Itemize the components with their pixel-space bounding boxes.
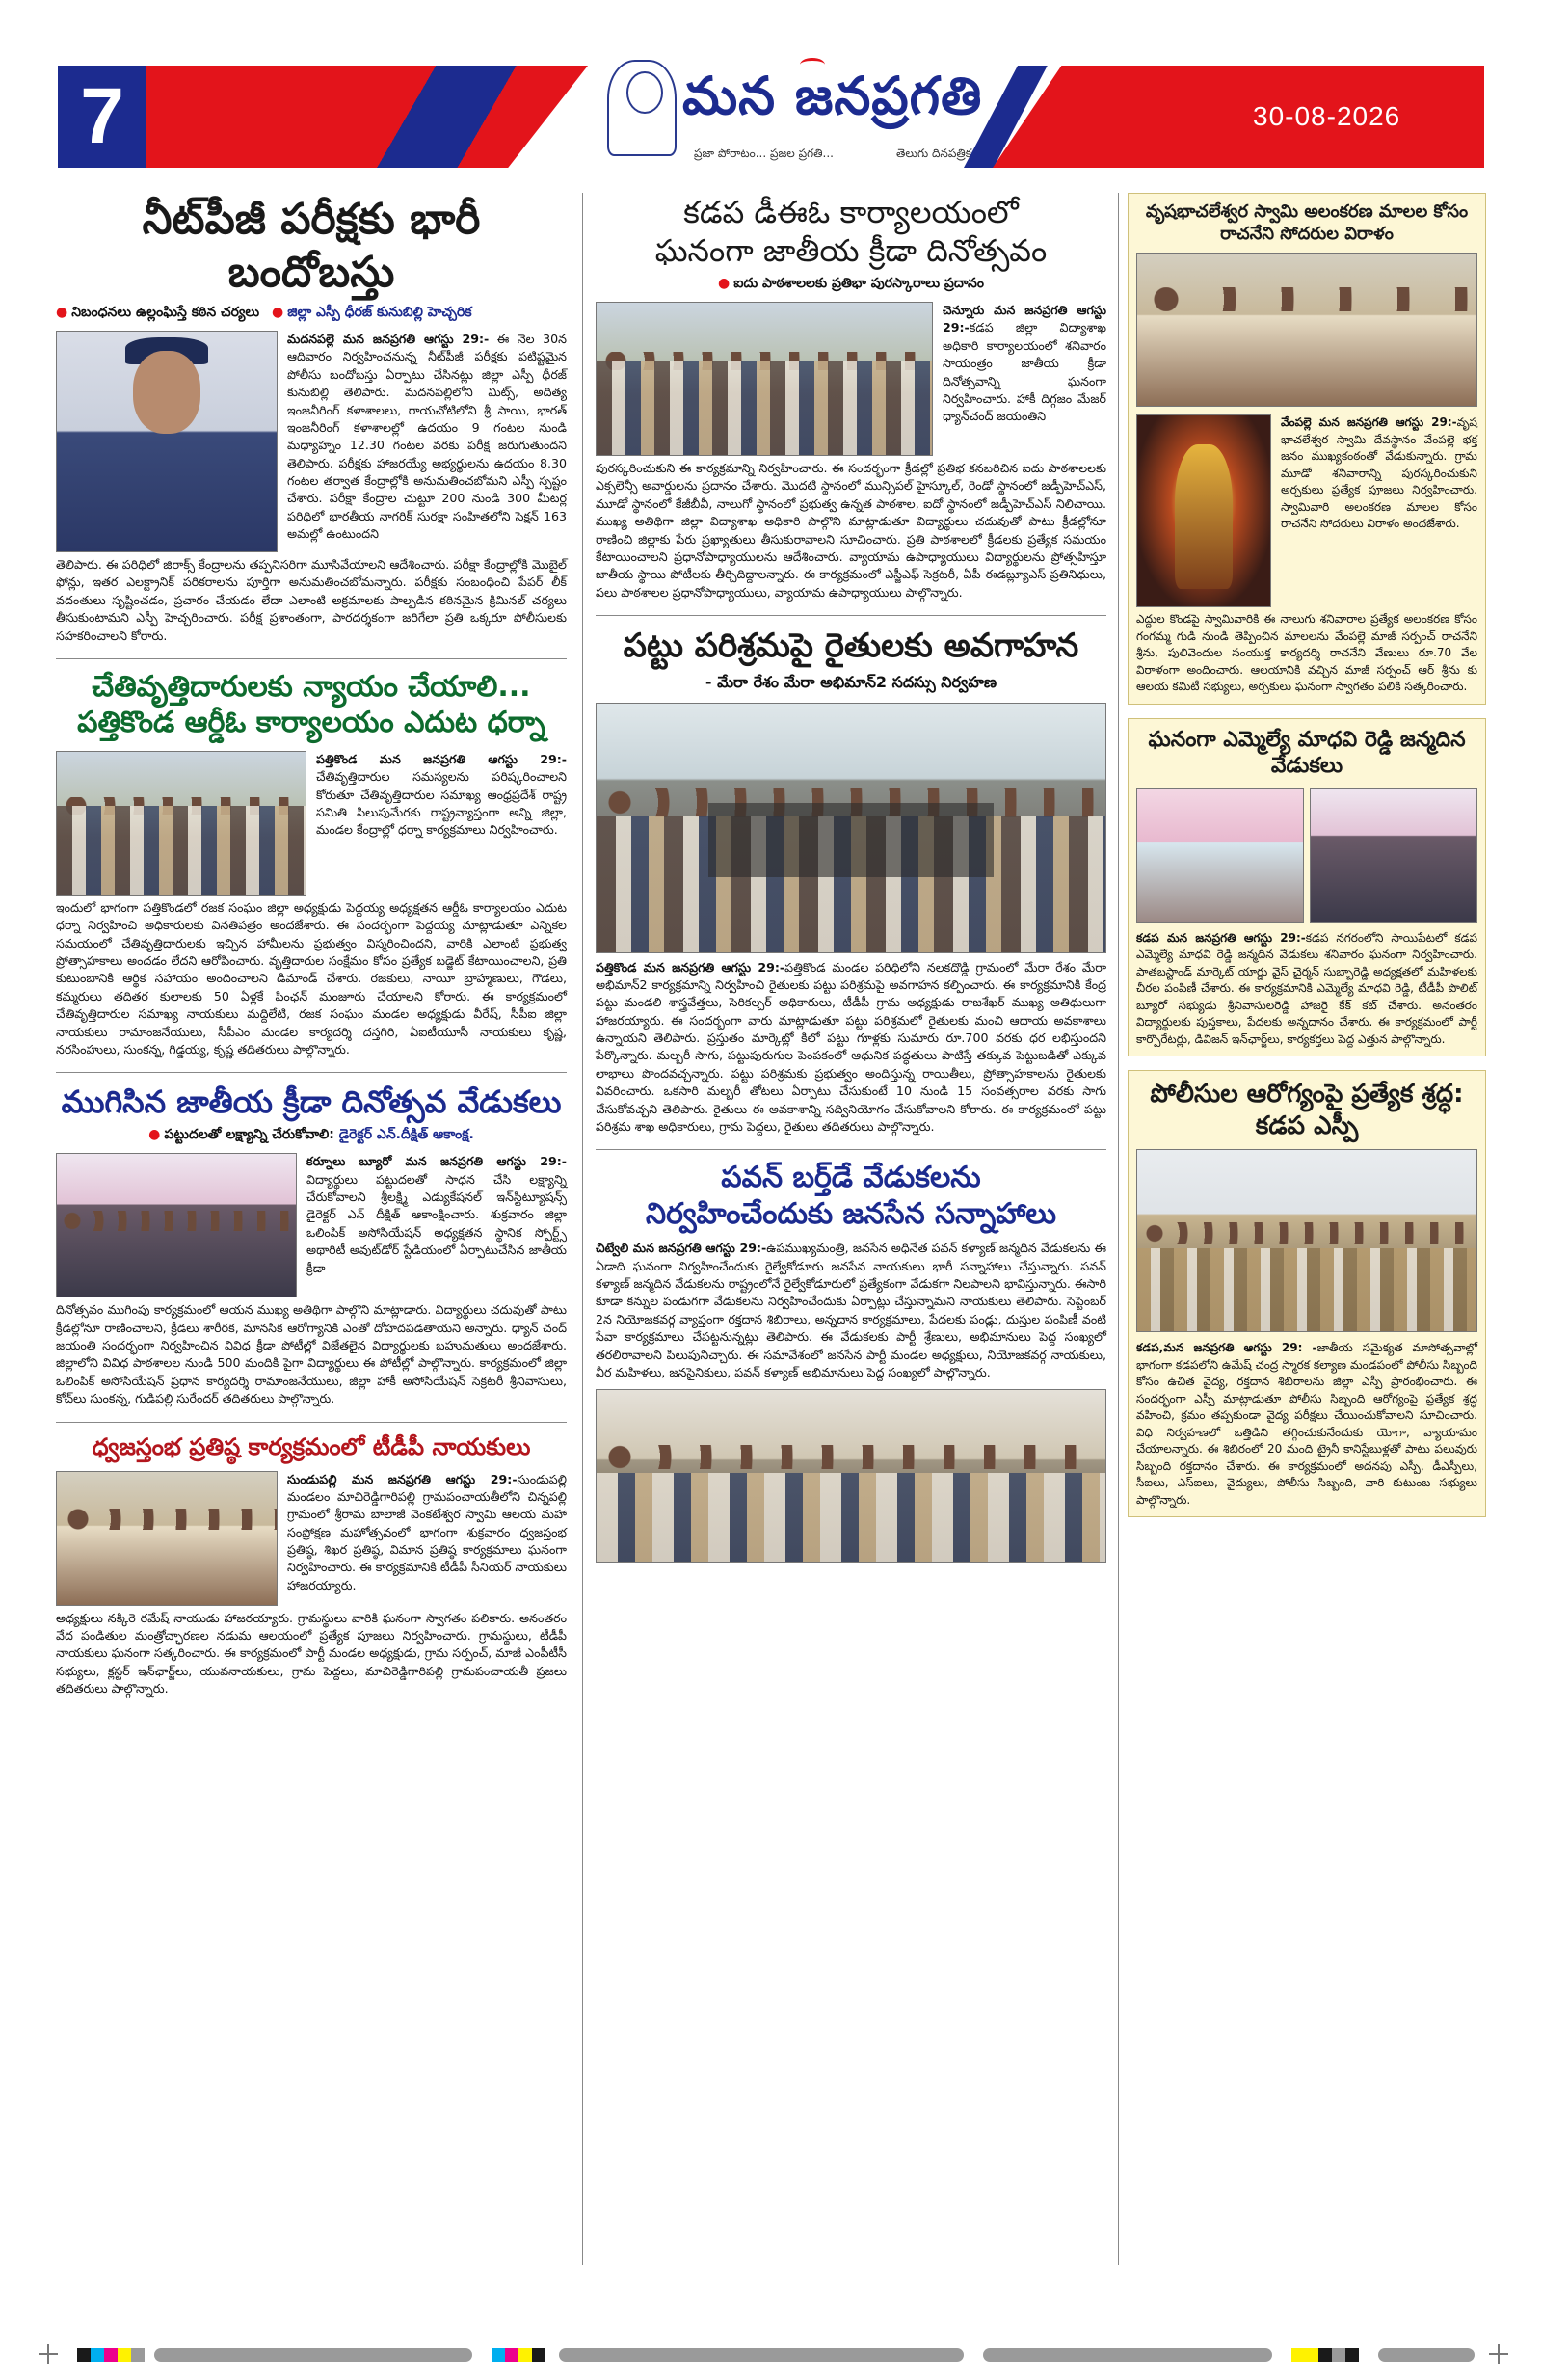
headline: పోలీసుల ఆరోగ్యంపై ప్రత్యేక శ్రద్ధ: కడప ఎస్పీ [1150,1080,1464,1140]
photo-silk-awareness [596,703,1106,953]
photo-sp-officer [56,331,278,552]
article-body-continued: పురస్కరించుకుని ఈ కార్యక్రమాన్ని నిర్వహించారు. ఈ సందర్భంగా క్రీడల్లో ప్రతిభ కనబరిచిన ఐదు పాఠశాలలకు ఎక్సలెన్సీ అవార్డులను ప్రదానం చేశారు. మొదటి స్థానంలో మున్సిపల్ హైస్కూల్, రెండో స్థానంలో జడ్పీహెచ్‌ఎస్, మూడో స్థానంలో కేజీబీవీ, నాలుగో స్థానంలో ప్రభుత్వ ఉన్నత పాఠశాల, ఐదో స్థానంలో జడ్పీహెచ్‌ఎస్ నిలిచాయి. ముఖ్య అతిథిగా జిల్లా విద్యాశాఖ అధికారి పాల్గొని మాట్లాడుతూ విద్యార్థులు చదువుతో పాటు క్రీడల్లోనూ రాణించి జిల్లాకు పేరు ప్రఖ్యాతులు తీసుకురావాలని సూచించారు. ప్రతి పాఠశాలలో క్రీడలకు ప్రత్యేక సమయం కేటాయించాలని ప్రధానోపాధ్యాయులను ఆదేశించారు. వ్యాయామ ఉపాధ్యాయులు విద్యార్థులను ప్రోత్సహిస్తూ జాతీయ స్థాయి పోటీలకు తీర్చిదిద్దాలన్నారు. ఈ కార్యక్రమంలో ఎస్జీఎఫ్ సెక్రటరీ, ఏపీ ఈడబ్ల్యూఎస్ ప్రతినిధులు, పలు పాఠశాలల ప్రధానోపాధ్యాయులు, వ్యాయామ ఉపాధ్యాయులు పాల్గొన్నారు. [596,461,1106,600]
portrait-icon [607,60,677,156]
photo-row [1136,788,1477,923]
color-bar [77,2348,145,2362]
photo-awards [596,302,933,456]
headline: చేతివృత్తిదారులకు న్యాయం చేయాలి... [92,669,531,704]
color-bar [1291,2348,1359,2362]
article-sports-day-kurnool [56,1083,567,1407]
photo-ceremony [56,1471,278,1606]
article-janasena-celebrations [596,1160,1106,1563]
masthead [0,0,1542,183]
article-deo-sports-day [596,193,1106,602]
photo-deity [1136,414,1271,607]
divider [56,658,567,659]
article-police-health [1128,1070,1486,1517]
masthead-red-band-right [993,66,1484,168]
divider [56,1072,567,1073]
crosshair-icon [1489,2344,1508,2364]
bullet-icon: ● [718,276,731,291]
article-body-continued: ఎద్దుల కొండపై స్వామివారికి ఈ నాలుగు శనివారాల ప్రత్యేక అలంకరణ కోసం గంగమ్మ గుడి నుండి తెప్పించిన మాలలను వేంపల్లె మాజీ సర్పంచ్ రాచనేని శ్రీను, పులివెందుల సంయుక్త కార్యదర్శి రాచనేని వేణులు రూ.70 వేల విరాళంగా అందించారు. ఆలయానికి వచ్చిన మాజీ సర్పంచ్ ఆర్ శ్రీను కు ఆలయ కమిటీ సభ్యులు, అర్చకులు ఘనంగా స్వాగతం పలికి సత్కరించారు. [1136,612,1477,694]
headline: ఘనంగా జాతీయ క్రీడా దినోత్సవం [654,232,1048,269]
headline: పత్తికొండ ఆర్డీఓ కార్యాలయం ఎదుట ధర్నా [77,706,545,740]
gray-bar [983,2348,1272,2362]
print-registration-bar [0,2340,1542,2369]
column-divider [1118,193,1119,2265]
gray-bar [1378,2348,1475,2362]
photo-dharna [56,751,306,896]
article-silk-farming [596,626,1106,1136]
article-body: సుండుపల్లి మన జనప్రగతి ఆగస్టు 29:-సుండుపల్లి మండలం మాచిరెడ్డిగారిపల్లి గ్రామపంచాయతీలోని చిన్నపల్లి గ్రామంలో శ్రీరామ బాలాజీ వెంకటేశ్వర స్వామి ఆలయ మహా సంప్రోక్షణ మహోత్సవంలో భాగంగా శుక్రవారం ధ్వజస్తంభ ప్రతిష్ఠ, శిఖర ప్రతిష్ఠ, విమాన ప్రతిష్ఠ కార్యక్రమాలు ఘనంగా నిర్వహించారు. ఈ కార్యక్రమానికి టీడీపీ సీనియర్ నాయకులు హాజరయ్యారు. [287,1471,567,1592]
brand-tagline: ప్రజా పోరాటం... ప్రజల ప్రగతి... [694,147,834,160]
photo-janasena-meeting [596,1389,1106,1563]
photo-sports-event [56,1153,297,1297]
subhead: ● పట్టుదలతో లక్ష్యాన్ని చేరుకోవాలి: డైరెక్టర్ ఎన్.దీక్షిత్ ఆకాంక్ష. [148,1127,474,1143]
article-body: మదనపల్లె మన జనప్రగతి ఆగస్టు 29:- ఈ నెల 30న ఆదివారం నిర్వహించనున్న నీట్‌పీజీ పరీక్షకు పటిష్టమైన పోలీసు బందోబస్తు ఏర్పాటు చేసినట్లు జిల్లా ఎస్పీ ధీరజ్ కునుబిల్లి తెలిపారు. మదనపల్లిలోని మిట్స్, అదిత్య ఇంజనీరింగ్ కళాశాలలు, రాయచోటిలోని శ్రీ సాయి, భారత్ ఇంజనీరింగ్ కళాశాలల్లో ఉదయం 9 గంటల నుండి మధ్యాహ్నం 12.30 గంటల వరకు పరీక్ష జరుగుతుందని తెలిపారు. పరీక్షకు హాజరయ్యే అభ్యర్థులను ఉదయం 8.30 గంటల తర్వాత కేంద్రాల్లోకి అనుమతించబోమని ఎస్పీ స్పష్టం చేశారు. పరీక్షా కేంద్రాల చుట్టూ 200 నుండి 300 మీటర్ల పరిధిలో భారతీయ నాగరిక్ సురక్షా సంహితలోని సెక్షన్ 163 అమల్లో ఉంటుందని [287,332,567,542]
headline: పట్టు పరిశ్రమపై రైతులకు అవగాహన [623,627,1079,665]
color-bar [492,2348,545,2362]
subhead: - మేరా రేశం మేరా అభిమాన్2 సదస్సు నిర్వహణ [705,672,997,691]
headline: పవన్ బర్త్‌డే వేడుకలను [721,1161,981,1195]
photo-donation [1136,253,1477,407]
headline: ధ్వజస్తంభ ప్రతిష్ఠ కార్యక్రమంలో టీడీపీ నాయకులు [92,1432,531,1460]
article-body: కర్నూలు బ్యూరో మన జనప్రగతి ఆగస్టు 29:-విద్యార్థులు పట్టుదలతో సాధన చేసి లక్ష్యాన్ని చేరుకోవాలని శ్రీలక్ష్మి ఎడ్యుకేషనల్ ఇన్‌స్టిట్యూషన్స్ డైరెక్టర్ ఎన్ దీక్షిత్ ఆకాంక్షించారు. శుక్రవారం జిల్లా ఒలింపిక్ అసోసియేషన్ అధ్యక్షతన స్థానిక స్పోర్ట్స్ అథారిటీ అవుట్‌డోర్ స్టేడియంలో ఏర్పాటుచేసిన జాతీయ క్రీడా [306,1154,567,1275]
crosshair-icon [39,2344,58,2364]
banner [708,803,994,877]
brand-tagline-right: తెలుగు దినపత్రిక [896,147,972,160]
gray-bar [154,2348,472,2362]
article-body: చిట్వేలి మన జనప్రగతి ఆగస్టు 29:-ఉపముఖ్యమంత్రి, జనసేన అధినేత పవన్ కళ్యాణ్ జన్మదిన వేడుకలను ఈ ఏడాది ఘనంగా నిర్వహించేందుకు రైల్వేకోడూరు జనసేన నాయకులు భారీ సన్నాహాలు చేస్తున్నారు. పవన్ కళ్యాణ్ జన్మదిన వేడుకలను రాష్ట్రంలోనే రైల్వేకోడూరులో ప్రత్యేకంగా వేడుకగా నిలపాలని భావిస్తున్నారు. ఈసారి కూడా కన్నుల పండుగగా వేడుకలను నిర్వహించేందుకు ఏర్పాట్లు చేస్తున్నామని నాయకులు తెలిపారు. సెప్టెంబర్ 2న నియోజకవర్గ వ్యాప్తంగా రక్తదాన శిబిరాలు, అన్నదాన కార్యక్రమాలు, పేదలకు పండ్లు, దుస్తుల పంపిణీ వంటి సేవా కార్యక్రమాలు చేపట్టనున్నట్లు తెలిపారు. ఈ వేడుకలకు పార్టీ శ్రేణులు, అభిమానులు పెద్ద సంఖ్యలో తరలిరావాలని పిలుపునిచ్చారు. ఈ సమావేశంలో జనసేన పార్టీ మండల అధ్యక్షులు, నియోజకవర్గ నాయకులు, వీర మహిళలు, జనసైనికులు, పవన్ కళ్యాణ్ అభిమానులు పెద్ద సంఖ్యలో పాల్గొన్నారు. [596,1241,1106,1379]
column-right [1128,193,1486,1531]
issue-date: 30-08-2026 [1253,101,1401,131]
article-body: కడప మన జనప్రగతి ఆగస్టు 29:-కడప నగరంలోని సాయిపేటలో కడప ఎమ్మెల్యే మాధవి రెడ్డి జన్మదిన వేడుకలు శనివారం ఘనంగా నిర్వహించారు. పాతబస్టాండ్ మార్కెట్ యార్డు వైస్ చైర్మన్ సుబ్బారెడ్డి అధ్యక్షతలో మహిళలకు చీరల పంపిణీ చేశారు. ఈ కార్యక్రమానికి ఎమ్మెల్యే మాధవి రెడ్డి, టీడీపీ పొలిట్ బ్యూరో సభ్యుడు శ్రీనివాసులరెడ్డి హాజరై కేక్ కట్ చేశారు. అనంతరం విద్యార్థులకు పుస్తకాలు, పేదలకు అన్నదానం చేశారు. ఈ కార్యక్రమంలో పార్టీ కార్పొరేటర్లు, డివిజన్ ఇన్‌ఛార్జ్‌లు, కార్యకర్తలు పెద్ద ఎత్తున పాల్గొన్నారు. [1136,930,1477,1046]
article-neet-security [56,193,567,645]
subhead: ● నిబంధనలు ఉల్లంఘిస్తే కఠిన చర్యలు ● జిల్లా ఎస్పీ ధీరజ్ కునుబిల్లి హెచ్చరిక [56,305,472,320]
divider [596,615,1106,616]
article-temple-donation [1128,193,1486,705]
article-body: పత్తికొండ మన జనప్రగతి ఆగస్టు 29:-పత్తికొండ మండల పరిధిలోని నలకదొడ్డి గ్రామంలో మేరా రేశం మేరా అభిమాన్2 కార్యక్రమాన్ని నిర్వహించి రైతులకు పట్టు పరిశ్రమపై అవగాహన కల్పించారు. ఈ కార్యక్రమానికి కేంద్ర పట్టు మండలి శాస్త్రవేత్తలు, సెరికల్చర్ అధికారులు, టీడీపీ గ్రామ అధ్యక్షుడు రాజశేఖర్ ముఖ్య అతిథులుగా హాజరయ్యారు. ఈ సందర్భంగా వారు మాట్లాడుతూ పట్టు పరిశ్రమలో రైతులకు మంచి ఆదాయ అవకాశాలు ఉన్నాయని తెలిపారు. ప్రస్తుతం మార్కెట్లో కిలో పట్టు గూళ్లకు సుమారు రూ.700 వరకు ధర లభిస్తుందని పేర్కొన్నారు. మల్బరీ సాగు, పట్టుపురుగుల పెంపకంలో ఆధునిక పద్ధతులు పాటిస్తే తక్కువ పెట్టుబడితో ఎక్కువ లాభాలు పొందవచ్చన్నారు. పట్టు పరిశ్రమకు ప్రభుత్వం అందిస్తున్న రాయితీలు, ప్రోత్సాహకాలను రైతులకు వివరించారు. ఒకసారి మల్బరీ తోటలు ఏర్పాటు చేసుకుంటే 10 నుండి 15 సంవత్సరాల వరకు సాగు చేసుకోవచ్చని తెలిపారు. రైతులు ఈ అవకాశాన్ని సద్వినియోగం చేసుకోవాలని కోరారు. ఈ కార్యక్రమంలో పట్టు పరిశ్రమ శాఖ అధికారులు, గ్రామ పెద్దలు, రైతులు తదితరులు పాల్గొన్నారు. [596,959,1106,1134]
subhead: ● ఐదు పాఠశాలలకు ప్రతిభా పురస్కారాలు ప్రదానం [718,276,984,291]
article-mla-birthday [1128,718,1486,1057]
headline: ఘనంగా ఎమ్మెల్యే మాధవి రెడ్డి జన్మదిన వేడుకలు [1148,727,1466,779]
bullet-icon: ● [56,305,68,320]
page-number: 7 [58,66,146,168]
article-artisans-dharna [56,669,567,1058]
column-left [56,193,567,1711]
headline: ముగిసిన జాతీయ క్రీడా దినోత్సవ వేడుకలు [61,1083,562,1121]
article-body: చెన్నూరు మన జనప్రగతి ఆగస్టు 29:-కడప జిల్లా విద్యాశాఖ అధికారి కార్యాలయంలో శనివారం సాయంత్రం జాతీయ క్రీడా దినోత్సవాన్ని ఘనంగా నిర్వహించారు. హాకీ దిగ్గజం మేజర్ ధ్యాన్‌చంద్ జయంతిని [943,303,1106,424]
article-body-continued: దినోత్సవం ముగింపు కార్యక్రమంలో ఆయన ముఖ్య అతిథిగా పాల్గొని మాట్లాడారు. విద్యార్థులు చదువుతో పాటు క్రీడల్లోనూ రాణించాలని, క్రీడలు శారీరక, మానసిక ఆరోగ్యానికి ఎంతో దోహదపడతాయని అన్నారు. ధ్యాన్ చంద్ జయంతి సందర్భంగా నిర్వహించిన వివిధ క్రీడా పోటీల్లో విజేతలైన విద్యార్థులకు బహుమతులు అందజేశారు. జిల్లాలోని వివిధ పాఠశాలల నుండి 500 మందికి పైగా విద్యార్థులు ఈ పోటీల్లో పాల్గొన్నారు. కార్యక్రమంలో జిల్లా ఒలింపిక్ అసోసియేషన్ ప్రధాన కార్యదర్శి రామాంజనేయులు, జిల్లా హాకీ అసోసియేషన్ సెక్రటరీ శ్రీనివాసులు, కోచ్‌లు సుంకన్న, గుడిపల్లి సురేందర్ తదితరులు పాల్గొన్నారు. [56,1302,567,1406]
article-body-continued: ఇందులో భాగంగా పత్తికొండలో రజక సంఘం జిల్లా అధ్యక్షుడు పెద్దయ్య అధ్యక్షతన ఆర్డీఓ కార్యాలయం ఎదుట ధర్నా నిర్వహించి అధికారులకు వినతిపత్రం అందజేశారు. ఈ సందర్భంగా పెద్దయ్య మాట్లాడుతూ ఎన్నికల సమయంలో చేతివృత్తిదారులకు ఇచ్చిన హామీలను ప్రభుత్వం విస్మరించిందని, వారికి ఎలాంటి ప్రభుత్వ ప్రోత్సాహకాలు అందడం లేదని ఆరోపించారు. వృత్తిదారుల సంక్షేమం కోసం ప్రత్యేక బడ్జెట్ కేటాయించాలని, ప్రతి కుటుంబానికి ఆర్థిక సహాయం అందించాలని డిమాండ్ చేశారు. రజకులు, నాయీ బ్రాహ్మణులు, గౌడలు, కమ్మరులు తదితర కులాలకు 50 ఏళ్లకే పింఛన్ మంజూరు చేయాలని కోరారు. ఈ కార్యక్రమంలో చేతివృత్తిదారుల సమాఖ్య నాయకులు మద్దిలేటి, రజక సంఘం మండల అధ్యక్షుడు వీరేష్, సీపీఐ జిల్లా నాయకులు రామాంజనేయులు, సీపీఎం మండల కార్యదర్శి దస్తగిరి, ఏఐటీయూసీ నాయకులు కృష్ణ, నరసింహులు, సుంకన్న, గిడ్డయ్య, కృష్ణ తదితరులు పాల్గొన్నారు. [56,899,567,1056]
article-body-continued: అధ్యక్షులు నక్కిరె రమేష్ నాయుడు హాజరయ్యారు. గ్రామస్థులు వారికి ఘనంగా స్వాగతం పలికారు. అనంతరం వేద పండితుల మంత్రోచ్ఛారణల నడుమ ఆలయంలో ప్రత్యేక పూజలు నిర్వహించారు. గ్రామస్థులు, టీడీపీ నాయకులు ఘనంగా సత్కరించారు. ఈ కార్యక్రమంలో పార్టీ మండల అధ్యక్షుడు, గ్రామ సర్పంచ్, మాజీ ఎంపీటీసీ సభ్యులు, క్లస్టర్ ఇన్‌ఛార్జ్‌లు, యువనాయకులు, గ్రామ పెద్దలు, మాచిరెడ్డిగారిపల్లి గ్రామపంచాయతీ ప్రజలు తదితరులు పాల్గొన్నారు. [56,1610,567,1696]
masthead-blue-stripe-left [145,66,588,168]
bullet-icon: ● [148,1127,161,1143]
deity-icon [1175,444,1233,589]
divider [56,1422,567,1423]
divider [596,1149,1106,1150]
gray-bar [559,2348,964,2362]
article-body: పత్తికొండ మన జనప్రగతి ఆగస్టు 29:-చేతివృత్తిదారుల సమస్యలను పరిష్కరించాలని కోరుతూ చేతివృత్తిదారుల సమాఖ్య ఆంధ్రప్రదేశ్ రాష్ట్ర సమితి పిలుపుమేరకు రాష్ట్రవ్యాప్తంగా అన్ని జిల్లా, మండల కేంద్రాల్లో ధర్నా కార్యక్రమాలు నిర్వహించారు. [316,751,567,838]
column-divider [582,193,583,2265]
brand-name: మన జనప్రగతి [682,66,983,126]
headline: వృషభాచలేశ్వర స్వామి అలంకరణ మాలల కోసం రాచనేని సోదరుల విరాళం [1145,201,1469,244]
headline: నిర్వహించేందుకు జనసేన సన్నాహాలు [646,1196,1056,1231]
photo-police-camp [1136,1149,1477,1332]
article-flagpost-ceremony [56,1432,567,1698]
bullet-icon: ● [272,305,284,320]
article-body: కడప,మన జనప్రగతి ఆగస్టు 29: -జాతీయ సమైక్యత మాసోత్సవాల్లో భాగంగా కడపలోని ఉమేష్ చంద్ర స్మారక కల్యాణ మండపంలో పోలీసు సిబ్బంది కోసం ఉచిత వైద్య, రక్తదాన శిబిరాలను జిల్లా ఎస్పీ ప్రారంభించారు. ఈ సందర్భంగా ఎస్పీ మాట్లాడుతూ పోలీసు సిబ్బంది ఆరోగ్యంపై ప్రత్యేక శ్రద్ధ వహించి, క్రమం తప్పకుండా వైద్య పరీక్షలు చేయించుకోవాలని సూచించారు. విధి నిర్వహణలో ఒత్తిడిని తగ్గించుకునేందుకు యోగా, వ్యాయామం చేయాలన్నారు. ఈ శిబిరంలో 20 మంది ట్రైనీ కానిస్టేబుళ్లతో పాటు పలువురు సిబ్బంది రక్తదానం చేశారు. ఈ కార్యక్రమంలో అదనపు ఎస్పీ, డీఎస్పీలు, సీఐలు, ఎస్ఐలు, వైద్యులు, పోలీసు సిబ్బంది, వారి కుటుంబ సభ్యులు పాల్గొన్నారు. [1136,1341,1477,1507]
column-middle [596,193,1106,1576]
article-body-continued: తెలిపారు. ఈ పరిధిలో జిరాక్స్ కేంద్రాలను తప్పనిసరిగా మూసివేయాలని ఆదేశించారు. పరీక్షా కేంద్రాల్లోకి మొబైల్ ఫోన్లు, ఇతర ఎలక్ట్రానిక్ పరికరాలను పూర్తిగా అనుమతించబోమన్నారు. పరీక్షకు సంబంధించి పేపర్ లీక్ వదంతులు సృష్టించడం, ప్రచారం చేయడం లేదా ఎలాంటి అక్రమాలకు పాల్పడిన కఠినమైన క్రిమినల్ చర్యలు తీసుకుంటామని ఎస్పీ హెచ్చరించారు. పరీక్ష ప్రశాంతంగా, పారదర్శకంగా జరిగేలా ప్రతి ఒక్కరూ పోలీసులకు సహకరించాలని కోరారు. [56,557,567,643]
photo-celebration [1310,788,1477,923]
article-body: వేంపల్లె మన జనప్రగతి ఆగస్టు 29:-వృష భాచలేశ్వర స్వామి దేవస్థానం వేంపల్లె భక్త జనం ముఖ్యకంఠంతో వేడుకున్నారు. గ్రామ మూడో శనివారాన్ని పురస్కరించుకుని అర్చకులు ప్రత్యేక పూజలు నిర్వహించారు. స్వామివారి అలంకరణ మాలల కోసం రాచనేని సోదరులు విరాళం అందజేశారు. [1281,415,1477,531]
brand-logo [607,58,993,174]
photo-cake-cutting [1136,788,1304,923]
headline: కడప డీఈఓ కార్యాలయంలో [683,194,1019,230]
headline: నీట్‌పీజీ పరీక్షకు భారీ బందోబస్తు [142,195,481,297]
